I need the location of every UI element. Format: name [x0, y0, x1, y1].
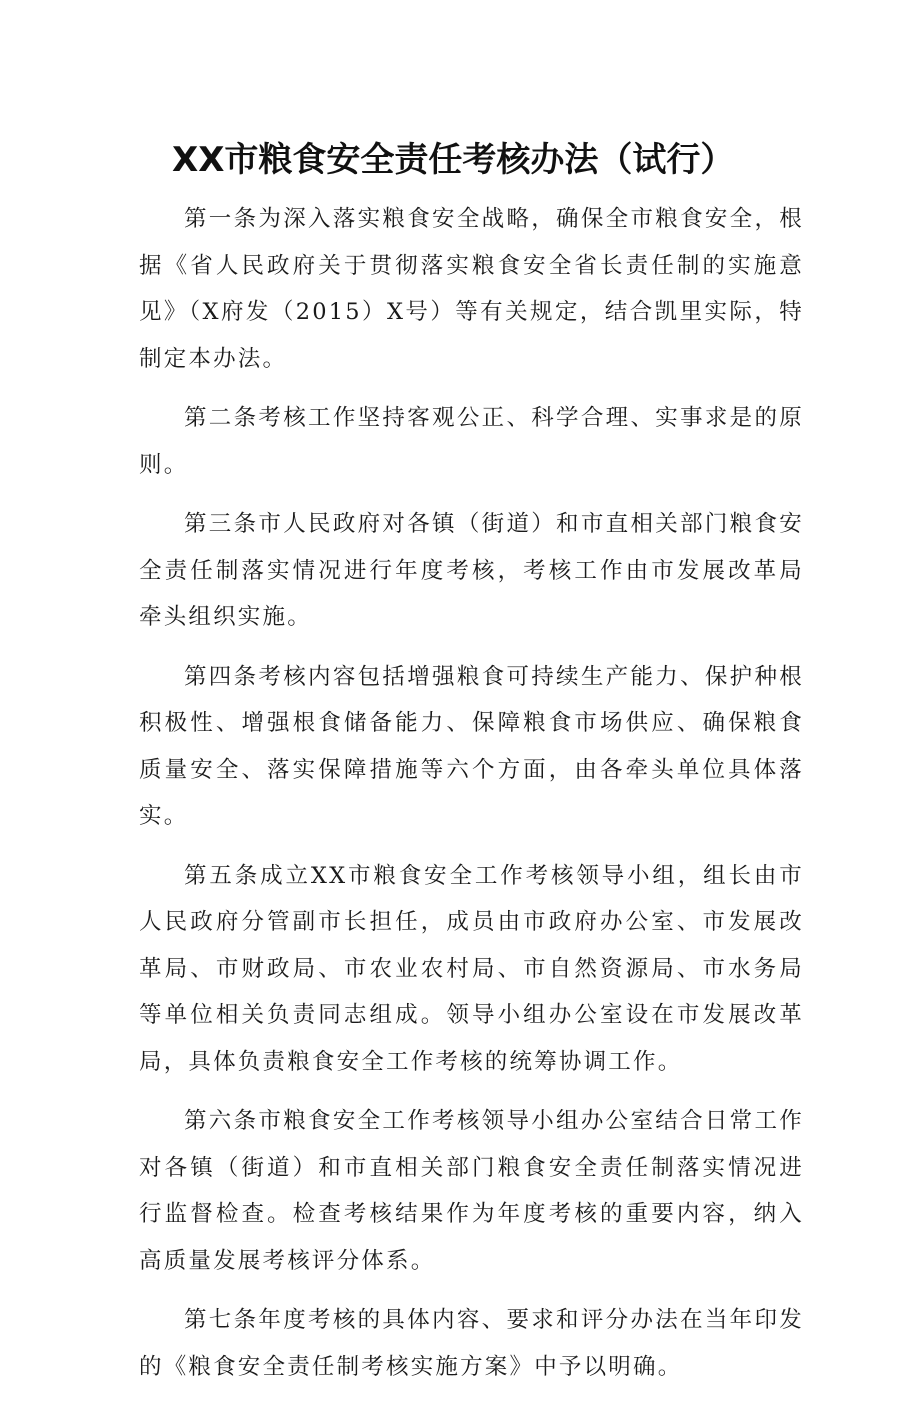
- article-5: 第五条成立XX市粮食安全工作考核领导小组，组长由市人民政府分管副市长担任，成员由市政府办公室、市发展改革局、市财政局、市农业农村局、市自然资源局、市水务局等单位相关负责同志组成。领导小组办公室设在市发展改革局，具体负责粮食安全工作考核的统筹协调工作。: [139, 862, 804, 1075]
- document-body: [139, 196, 804, 1403]
- article-1: 第一条为深入落实粮食安全战略，确保全市粮食安全，根据《省人民政府关于贯彻落实粮食安全省长责任制的实施意见》（X府发（2015）X号）等有关规定，结合凯里实际，特制定本办法。: [139, 206, 804, 372]
- article-3: 第三条市人民政府对各镇（街道）和市直相关部门粮食安全责任制落实情况进行年度考核，考核工作由市发展改革局牵头组织实施。: [139, 511, 804, 630]
- article-2: 第二条考核工作坚持客观公正、科学合理、实事求是的原则。: [139, 405, 804, 478]
- article-7: 第七条年度考核的具体内容、要求和评分办法在当年印发的《粮食安全责任制考核实施方案》中予以明确。: [139, 1307, 804, 1380]
- document-title: XX市粮食安全责任考核办法（试行）: [172, 140, 735, 180]
- article-4: 第四条考核内容包括增强粮食可持续生产能力、保护种根积极性、增强根食储备能力、保障粮食市场供应、确保粮食质量安全、落实保障措施等六个方面，由各牵头单位具体落实。: [139, 663, 804, 829]
- article-6: 第六条市粮食安全工作考核领导小组办公室结合日常工作对各镇（街道）和市直相关部门粮食安全责任制落实情况进行监督检查。检查考核结果作为年度考核的重要内容，纳入高质量发展考核评分体系。: [139, 1108, 804, 1274]
